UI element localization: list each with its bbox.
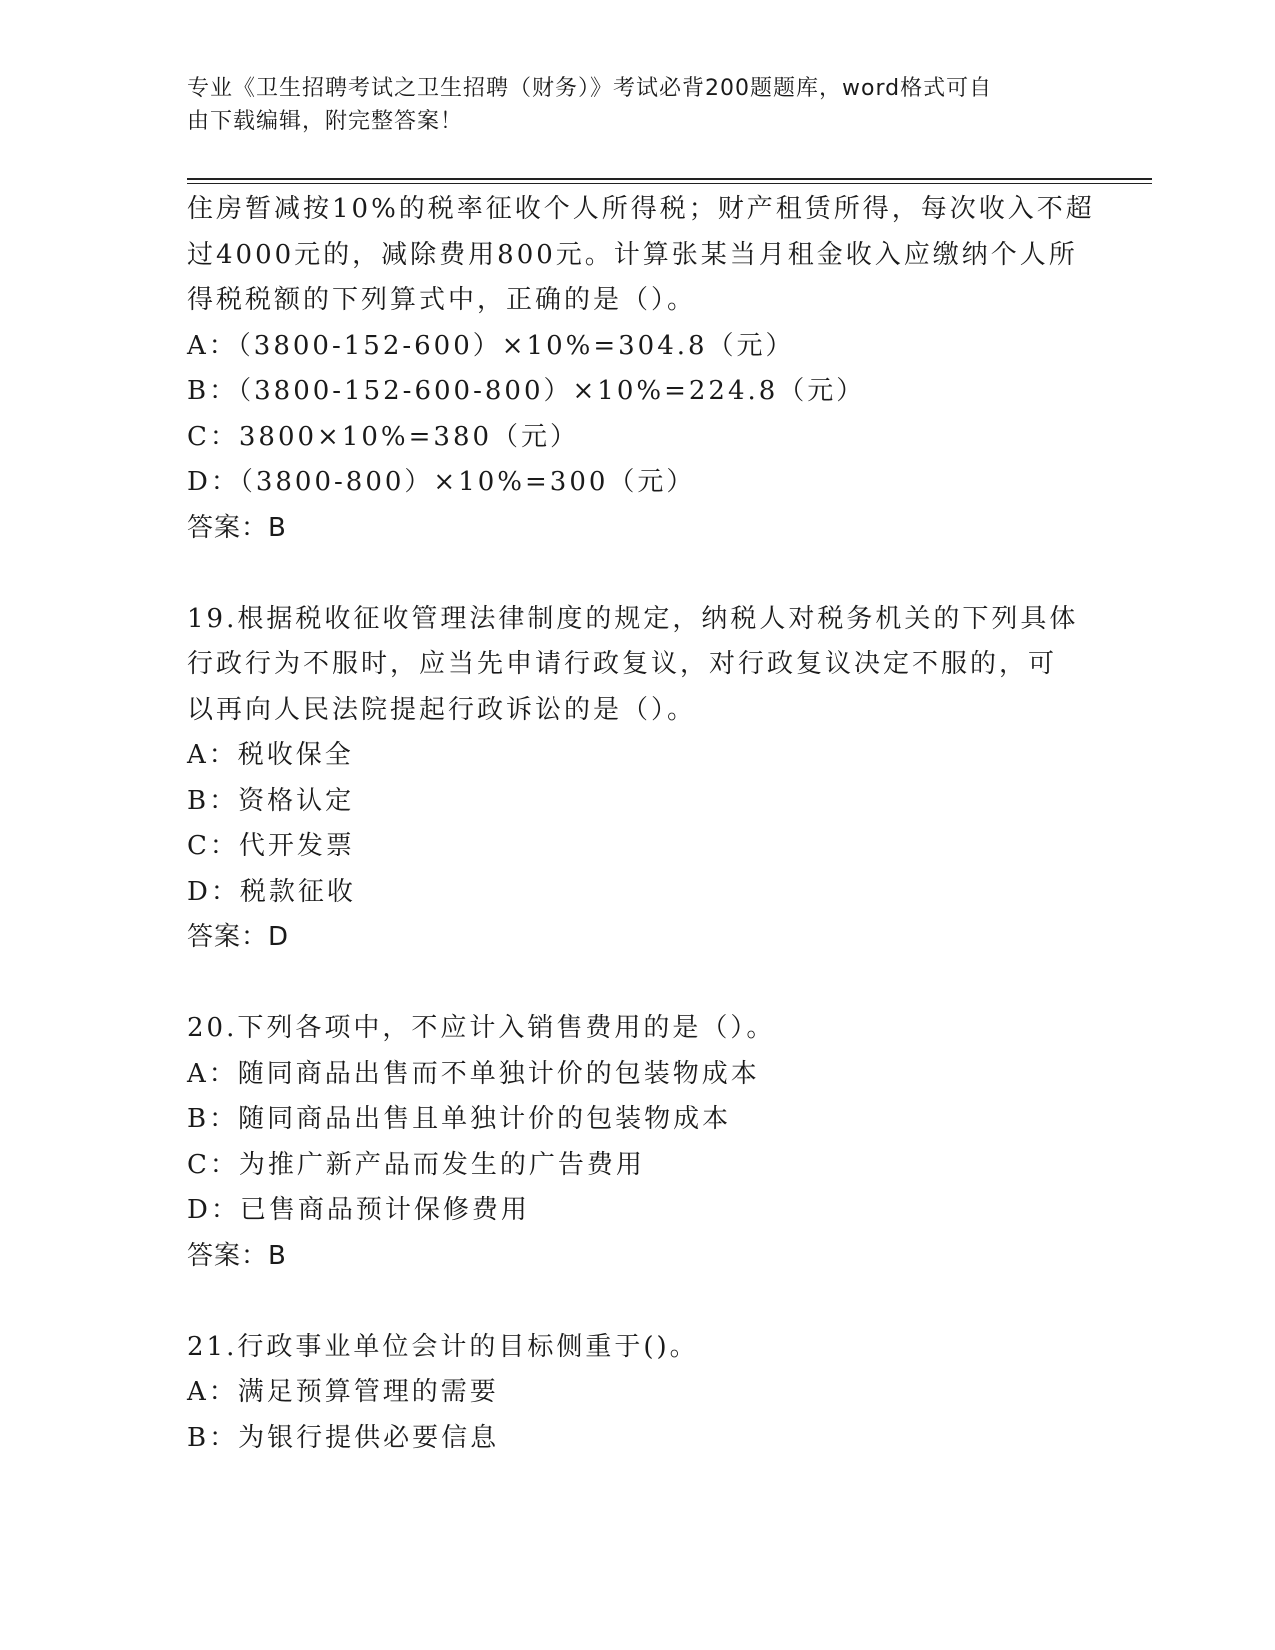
document-header (187, 72, 1067, 138)
question-19 (187, 597, 1087, 961)
question-21 (187, 1325, 1087, 1462)
question-stem-line: 以再向人民法院提起行政诉讼的是（）。 (187, 694, 697, 725)
option-b: B：（3800-152-600-800）×10%=224.8（元） (187, 376, 866, 406)
option-a: A：（3800-152-600）×10%=304.8（元） (187, 330, 795, 361)
question-stem-line: 19.根据税收征收管理法律制度的规定，纳税人对税务机关的下列具体 (187, 603, 1079, 634)
option-b: B：随同商品出售且单独计价的包装物成本 (187, 1104, 732, 1134)
option-d: D：已售商品预计保修费用 (187, 1195, 530, 1225)
option-a: A：满足预算管理的需要 (187, 1377, 499, 1407)
option-b: B：为银行提供必要信息 (187, 1422, 500, 1453)
option-d: D：（3800-800）×10%=300（元） (187, 467, 696, 497)
question-content (187, 187, 1095, 1461)
option-c: C：代开发票 (187, 831, 355, 861)
option-b: B：资格认定 (187, 785, 355, 816)
header-divider-thick (187, 178, 1152, 180)
question-20 (187, 1006, 1087, 1279)
question-stem-line: 得税税额的下列算式中，正确的是（）。 (187, 285, 697, 315)
option-c: C：为推广新产品而发生的广告费用 (187, 1149, 645, 1180)
question-stem-line: 住房暂减按10%的税率征收个人所得税；财产租赁所得，每次收入不超 (187, 194, 1095, 224)
header-line-1: 专业《卫生招聘考试之卫生招聘（财务）》考试必背200题题库，word格式可自 (187, 76, 993, 101)
header-divider-thin (187, 183, 1152, 184)
question-stem-line: 21.行政事业单位会计的目标侧重于()。 (187, 1331, 699, 1362)
header-line-2: 由下载编辑，附完整答案！ (187, 109, 464, 134)
question-stem-line: 行政行为不服时，应当先申请行政复议，对行政复议决定不服的，可 (187, 649, 1058, 679)
question-stem-line: 过4000元的，减除费用800元。计算张某当月租金收入应缴纳个人所 (187, 239, 1078, 270)
option-a: A：随同商品出售而不单独计价的包装物成本 (187, 1058, 760, 1089)
question-18 (187, 187, 1095, 551)
question-stem-line: 20.下列各项中，不应计入销售费用的是（）。 (187, 1013, 776, 1043)
spacer (187, 1279, 1087, 1325)
answer-label: 答案：B (187, 512, 287, 543)
spacer (187, 961, 1087, 1007)
option-a: A：税收保全 (187, 740, 354, 770)
option-c: C：3800×10%=380（元） (187, 421, 580, 452)
option-d: D：税款征收 (187, 876, 356, 907)
answer-label: 答案：B (187, 1240, 287, 1271)
spacer (187, 551, 1087, 597)
answer-label: 答案：D (187, 922, 290, 952)
